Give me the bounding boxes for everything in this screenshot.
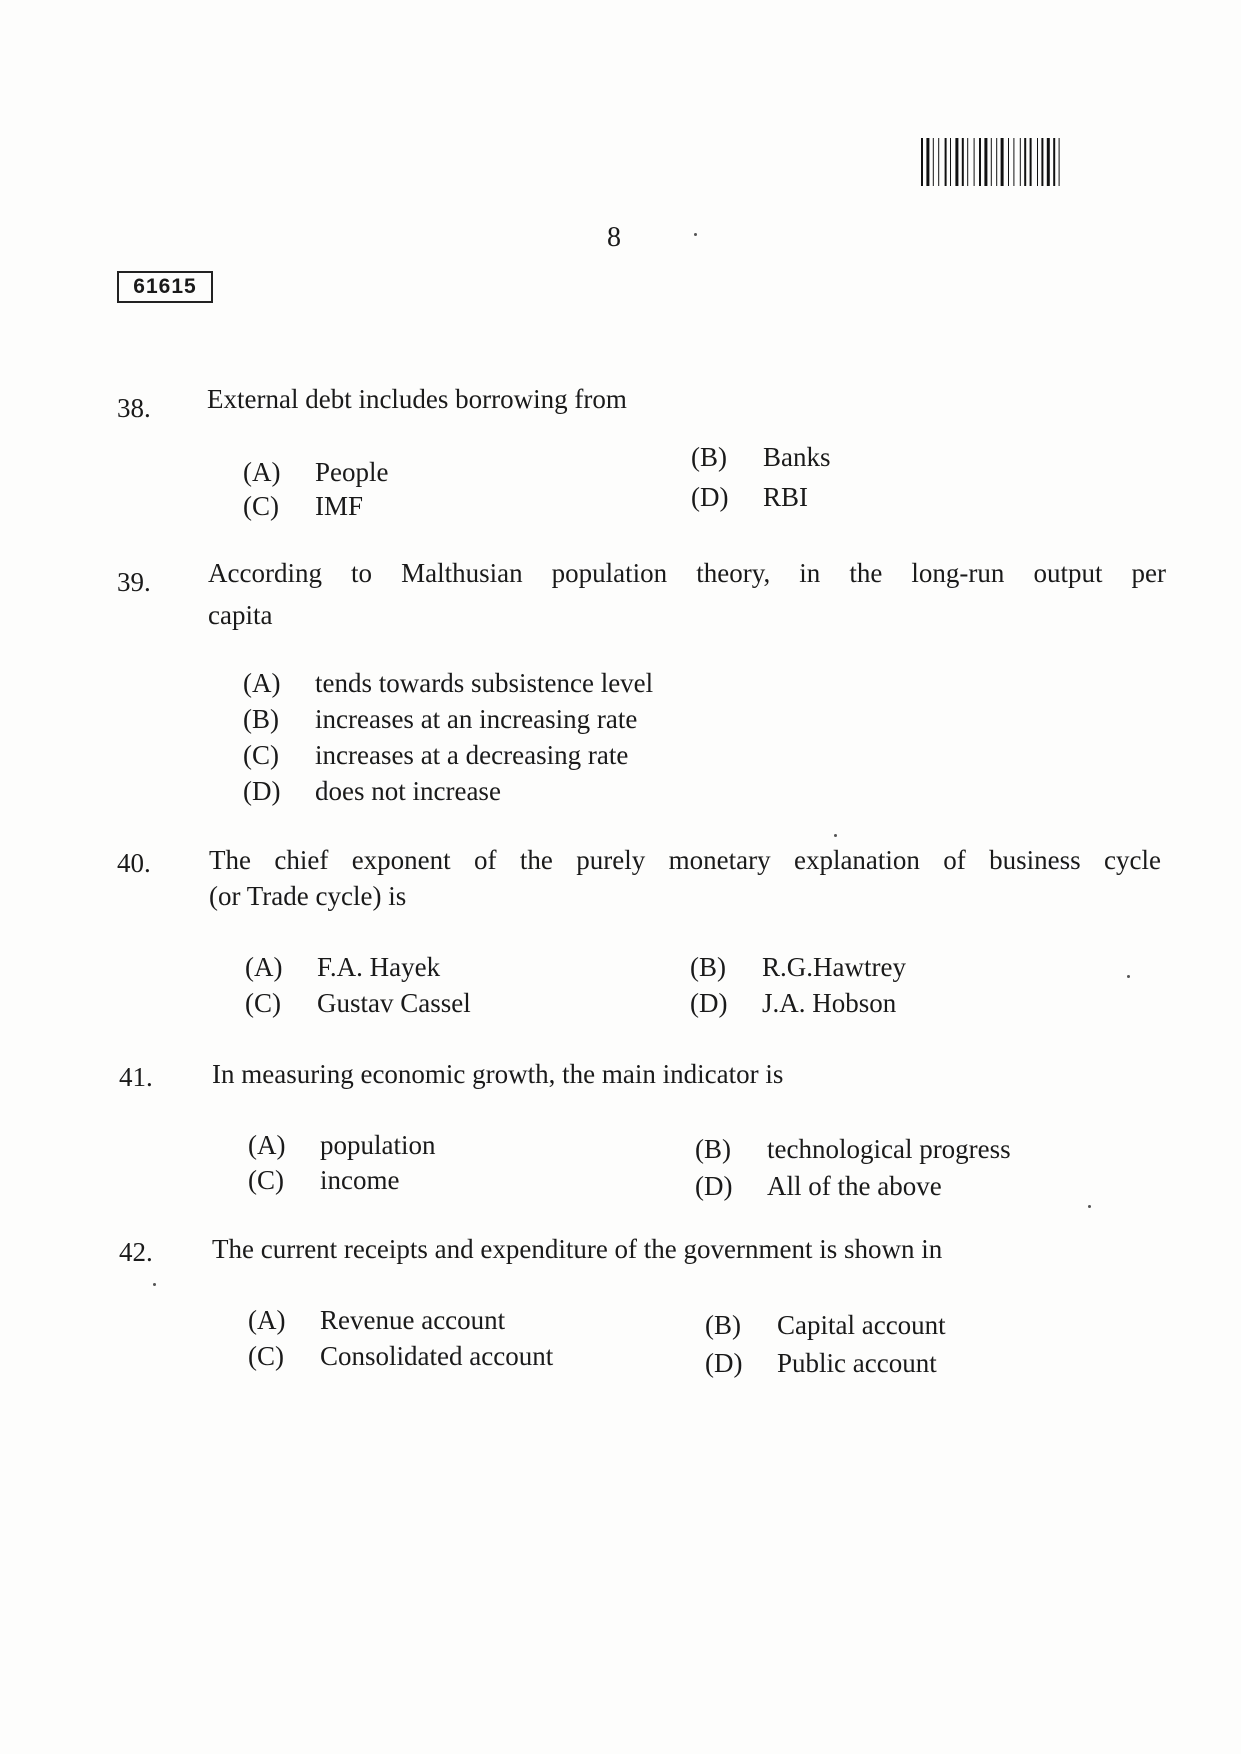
option-a <box>243 457 389 488</box>
option-label: (D) <box>691 482 729 512</box>
barcode-bar <box>955 138 958 186</box>
scan-speck <box>1127 975 1130 978</box>
option-d <box>690 988 896 1019</box>
question-number: 38. <box>117 393 151 423</box>
option-a <box>248 1305 505 1336</box>
option-text: population <box>320 1130 436 1160</box>
barcode-bar <box>1053 138 1055 186</box>
option-text: increases at a decreasing rate <box>315 740 629 770</box>
option-d <box>243 776 501 807</box>
option-label: (D) <box>705 1348 743 1378</box>
option-label: (A) <box>245 952 283 982</box>
option-label: (C) <box>248 1341 284 1371</box>
option-c <box>243 740 628 771</box>
barcode-bar <box>1037 138 1038 186</box>
option-text: tends towards subsistence level <box>315 668 654 698</box>
option-label: (C) <box>243 491 279 521</box>
question-text: capita <box>208 600 273 630</box>
option-text: J.A. Hobson <box>762 988 897 1018</box>
question-number: 42. <box>119 1237 153 1267</box>
option-label: (B) <box>243 704 279 734</box>
option-c <box>248 1165 399 1196</box>
option-b <box>243 704 637 735</box>
barcode-bar <box>991 138 992 186</box>
barcode-bar <box>984 138 987 186</box>
option-a <box>245 952 440 983</box>
barcode-bar <box>1020 138 1021 186</box>
option-label: (B) <box>690 952 726 982</box>
option-label: (C) <box>243 740 279 770</box>
barcode-bar <box>1047 138 1050 186</box>
barcode-bar <box>933 138 934 186</box>
option-a <box>243 668 653 699</box>
question-text: According to Malthusian population theory, in the long-run output per <box>208 558 1166 588</box>
option-c <box>248 1341 553 1372</box>
scan-speck <box>1088 1205 1091 1208</box>
option-text: Banks <box>763 442 831 472</box>
question-number: 39. <box>117 567 151 597</box>
option-text: does not increase <box>315 776 501 806</box>
barcode-bar <box>1001 138 1004 186</box>
option-label: (C) <box>245 988 281 1018</box>
option-label: (A) <box>243 457 281 487</box>
option-label: (D) <box>243 776 281 806</box>
option-label: (B) <box>691 442 727 472</box>
option-label: (A) <box>248 1305 286 1335</box>
barcode-bar <box>938 138 939 186</box>
option-b <box>691 442 831 473</box>
page-number: 8 <box>607 222 621 253</box>
option-text: All of the above <box>767 1171 942 1201</box>
question-text: (or Trade cycle) is <box>209 881 407 911</box>
option-text: increases at an increasing rate <box>315 704 638 734</box>
barcode-bar <box>1041 138 1043 186</box>
option-text: R.G.Hawtrey <box>762 952 906 982</box>
option-c <box>243 491 363 522</box>
option-text: income <box>320 1165 400 1195</box>
barcode-bar <box>1024 138 1026 186</box>
option-text: Consolidated account <box>320 1341 554 1371</box>
scan-speck <box>694 233 697 236</box>
option-text: Capital account <box>777 1310 946 1340</box>
option-text: Revenue account <box>320 1305 506 1335</box>
option-d <box>691 482 808 513</box>
question-number: 40. <box>117 848 151 878</box>
option-label: (A) <box>248 1130 286 1160</box>
barcode-bar <box>950 138 951 186</box>
option-label: (D) <box>690 988 728 1018</box>
option-text: RBI <box>763 482 809 512</box>
option-d <box>695 1171 942 1202</box>
option-label: (A) <box>243 668 281 698</box>
option-b <box>695 1134 1011 1165</box>
option-text: People <box>315 457 389 487</box>
option-b <box>690 952 906 983</box>
barcode <box>921 138 1116 186</box>
question-text: The chief exponent of the purely monetary explanation of business cycle <box>209 845 1161 875</box>
option-text: Public account <box>777 1348 937 1378</box>
barcode-bar <box>1059 138 1060 186</box>
question-text: The current receipts and expenditure of the government is shown in <box>212 1234 943 1264</box>
option-label: (B) <box>695 1134 731 1164</box>
option-text: Gustav Cassel <box>317 988 471 1018</box>
option-d <box>705 1348 937 1379</box>
option-c <box>245 988 471 1019</box>
barcode-bar <box>921 138 923 186</box>
question-text: In measuring economic growth, the main indicator is <box>212 1059 784 1089</box>
barcode-bar <box>1030 138 1032 186</box>
barcode-bar <box>996 138 997 186</box>
barcode-bar <box>979 138 981 186</box>
paper-code-box <box>117 271 213 303</box>
question-number: 41. <box>119 1062 153 1092</box>
barcode-bar <box>1013 138 1014 186</box>
barcode-bar <box>962 138 964 186</box>
option-a <box>248 1130 436 1161</box>
barcode-bar <box>926 138 929 186</box>
paper-code: 61615 <box>133 275 197 298</box>
scan-speck <box>153 1283 156 1286</box>
option-text: IMF <box>315 491 364 521</box>
barcode-bar <box>967 138 968 186</box>
scan-speck <box>834 834 837 837</box>
option-label: (C) <box>248 1165 284 1195</box>
option-label: (D) <box>695 1171 733 1201</box>
barcode-bar <box>1008 138 1009 186</box>
option-text: F.A. Hayek <box>317 952 441 982</box>
option-label: (B) <box>705 1310 741 1340</box>
barcode-bar <box>945 138 947 186</box>
question-text: External debt includes borrowing from <box>207 384 627 414</box>
option-text: technological progress <box>767 1134 1011 1164</box>
option-b <box>705 1310 946 1341</box>
barcode-bar <box>974 138 975 186</box>
